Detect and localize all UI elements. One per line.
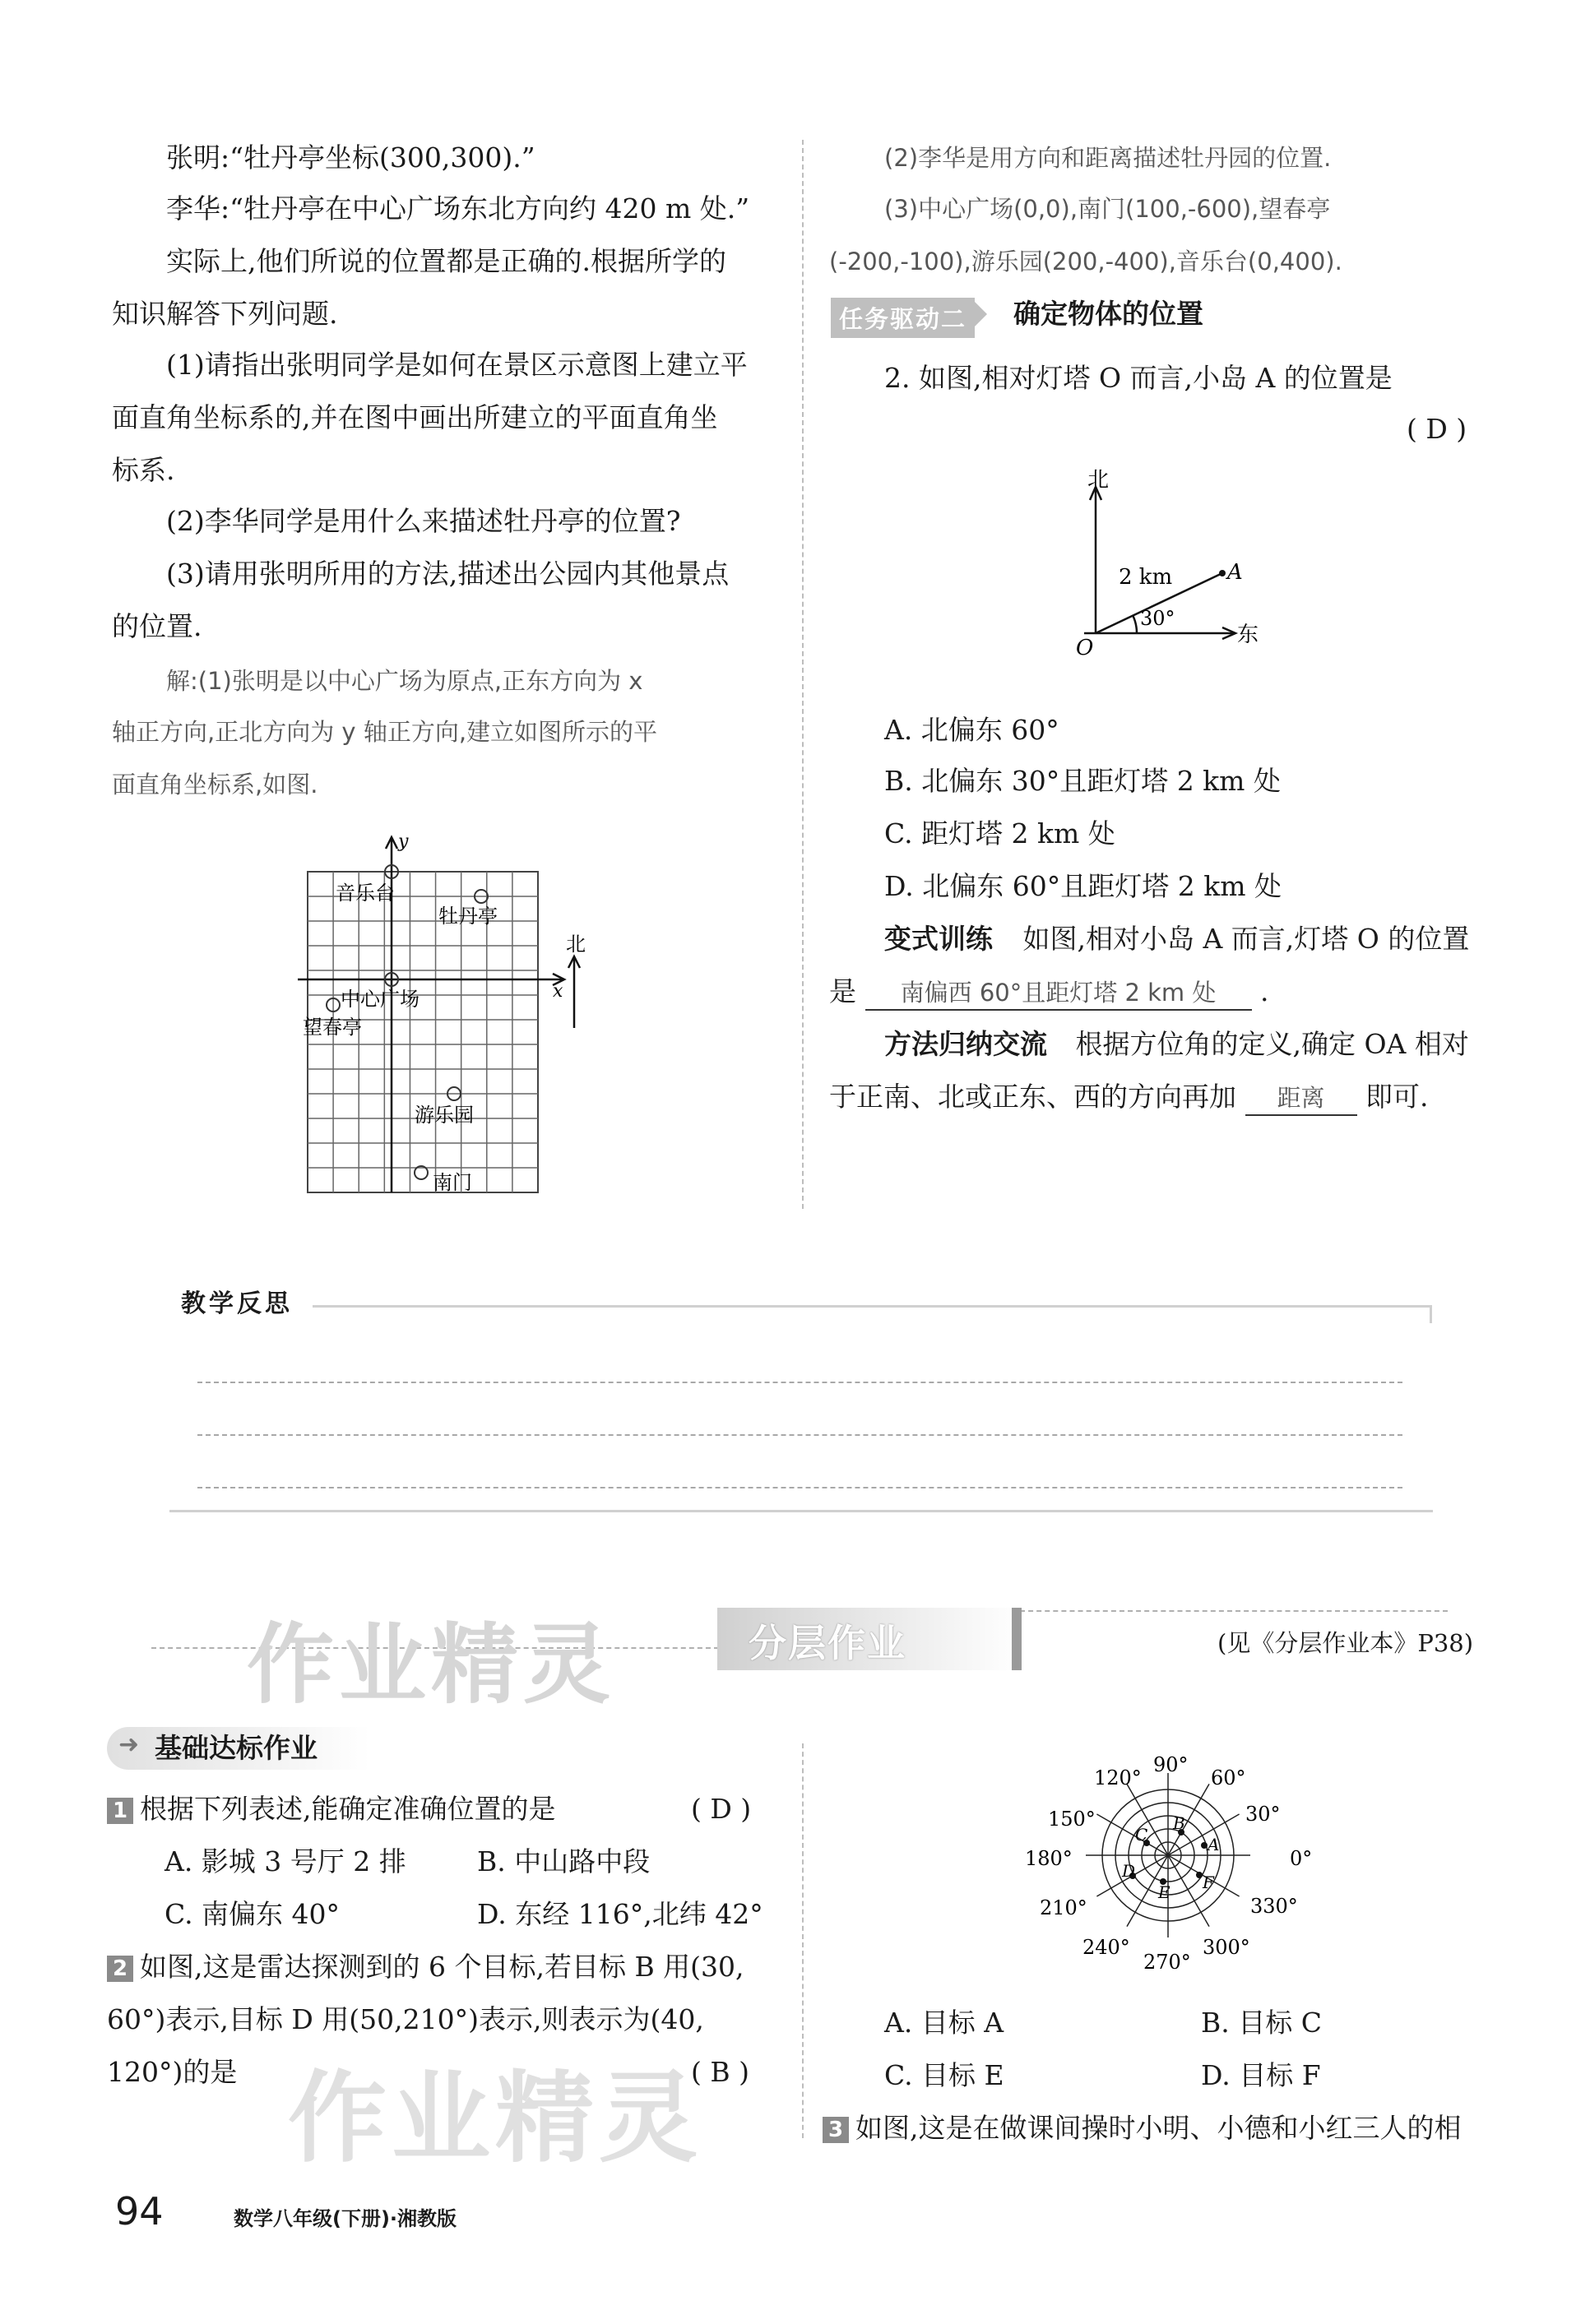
angle-210: 210° bbox=[1040, 1896, 1087, 1919]
hw-q2-option-c: C. 目标 E bbox=[884, 2059, 1004, 2091]
badge-arrow bbox=[974, 301, 987, 327]
east-label: 东 bbox=[1237, 623, 1259, 647]
hw-q1-option-d: D. 东经 116°,北纬 42° bbox=[477, 1898, 763, 1930]
page-number: 94 bbox=[115, 2189, 164, 2234]
question-number: 1 bbox=[107, 1798, 133, 1824]
lighthouse-diagram bbox=[1061, 469, 1291, 683]
angle-0: 0° bbox=[1290, 1847, 1313, 1870]
homework-reference: (见《分层作业本》P38) bbox=[1217, 1629, 1474, 1657]
question-number: 2 bbox=[107, 1956, 133, 1982]
method-text: 根据方位角的定义,确定 OA 相对 bbox=[1075, 1028, 1469, 1060]
angle-120: 120° bbox=[1094, 1766, 1142, 1789]
q2-answer: ( D ) bbox=[1407, 413, 1467, 445]
method-text-2a: 于正南、北或正东、西的方向再加 bbox=[829, 1081, 1236, 1113]
banner-end-bar bbox=[1012, 1608, 1022, 1670]
hw-q2-option-a: A. 目标 A bbox=[884, 2007, 1004, 2039]
text-line: (1)请指出张明同学是如何在景区示意图上建立平 bbox=[166, 349, 748, 381]
watermark: 作业精灵 bbox=[288, 2062, 702, 2176]
target-e: E bbox=[1158, 1882, 1170, 1902]
angle-150: 150° bbox=[1048, 1808, 1096, 1831]
reflection-title: 教学反思 bbox=[181, 1289, 293, 1318]
text-line: (3)请用张明所用的方法,描述出公园内其他景点 bbox=[166, 558, 730, 590]
reflection-line bbox=[197, 1382, 1402, 1383]
target-f: F bbox=[1203, 1873, 1214, 1892]
text-line: 知识解答下列问题. bbox=[112, 298, 338, 330]
reflection-bottom-rule bbox=[169, 1510, 1433, 1512]
banner-title: 分层作业 bbox=[749, 1621, 906, 1665]
variant-answer-line bbox=[829, 975, 1269, 1011]
question-number: 3 bbox=[823, 2117, 849, 2143]
text-line: 标系. bbox=[112, 454, 175, 486]
solution-line: (2)李华是用方向和距离描述牡丹园的位置. bbox=[884, 144, 1332, 172]
coordinate-grid-diagram bbox=[288, 831, 600, 1209]
angle-90: 90° bbox=[1153, 1753, 1189, 1776]
solution-line: 面直角坐标系,如图. bbox=[112, 771, 318, 799]
method-title: 方法归纳交流 bbox=[884, 1028, 1047, 1060]
task-title: 确定物体的位置 bbox=[1013, 298, 1203, 330]
hw-q3-text: 如图,这是在做课间操时小明、小德和小红三人的相 bbox=[855, 2112, 1462, 2144]
variant-title: 变式训练 bbox=[884, 923, 993, 955]
option-b: B. 北偏东 30°且距灯塔 2 km 处 bbox=[884, 765, 1281, 797]
target-d: D bbox=[1122, 1861, 1136, 1881]
radar-diagram bbox=[1020, 1735, 1316, 1982]
hw-question-2 bbox=[107, 1951, 744, 1984]
amusement-park-label: 游乐园 bbox=[415, 1104, 474, 1127]
variant-text: 如图,相对小岛 A 而言,灯塔 O 的位置 bbox=[1022, 923, 1470, 955]
reflection-line bbox=[197, 1434, 1402, 1436]
distance-label: 2 km bbox=[1119, 565, 1173, 590]
angle-330: 330° bbox=[1250, 1895, 1298, 1918]
solution-line: (-200,-100),游乐园(200,-400),音乐台(0,400). bbox=[829, 248, 1342, 275]
wangchun-pavilion-label: 望春亭 bbox=[303, 1016, 362, 1039]
task-badge: 任务驱动二 bbox=[831, 298, 975, 338]
hw-q2-option-d: D. 目标 F bbox=[1201, 2059, 1321, 2091]
center-square-label: 中心广场 bbox=[341, 988, 420, 1011]
hw-q2-text-c: 120°)的是 bbox=[107, 2056, 238, 2088]
reflection-top-rule bbox=[313, 1305, 1431, 1308]
music-stage-label: 音乐台 bbox=[336, 882, 395, 905]
hw-q1-text: 根据下列表述,能确定准确位置的是 bbox=[140, 1793, 556, 1825]
solution-line: 轴正方向,正北方向为 y 轴正方向,建立如图所示的平 bbox=[112, 718, 658, 746]
angle-30: 30° bbox=[1245, 1803, 1281, 1826]
method-text-2b: 即可. bbox=[1365, 1081, 1429, 1113]
x-axis-label: x bbox=[553, 981, 563, 1002]
angle-180: 180° bbox=[1025, 1847, 1073, 1870]
method-line bbox=[884, 1028, 1469, 1061]
text-line: 实际上,他们所说的位置都是正确的.根据所学的 bbox=[166, 245, 726, 277]
arrow-icon: ➜ bbox=[118, 1730, 140, 1759]
section-title: 基础达标作业 bbox=[155, 1732, 318, 1764]
column-divider bbox=[802, 1743, 804, 2138]
angle-label: 30° bbox=[1140, 607, 1175, 630]
target-a: A bbox=[1208, 1835, 1220, 1854]
y-axis-label: y bbox=[398, 831, 409, 852]
option-c: C. 距灯塔 2 km 处 bbox=[884, 817, 1115, 850]
hw-question-1 bbox=[107, 1793, 556, 1826]
south-gate-label: 南门 bbox=[433, 1171, 472, 1194]
text-line: 李华:“牡丹亭在中心广场东北方向约 420 m 处.” bbox=[166, 192, 750, 225]
hw-q2-option-b: B. 目标 C bbox=[1201, 2007, 1322, 2039]
variant-answer: 南偏西 60°且距灯塔 2 km 处 bbox=[865, 976, 1252, 1011]
target-c: C bbox=[1135, 1825, 1148, 1845]
banner-right-rule bbox=[1020, 1610, 1448, 1612]
north-label: 北 bbox=[1087, 469, 1110, 493]
option-d: D. 北偏东 60°且距灯塔 2 km 处 bbox=[884, 870, 1282, 902]
angle-270: 270° bbox=[1143, 1951, 1191, 1974]
question-2: 2. 如图,相对灯塔 O 而言,小岛 A 的位置是 bbox=[884, 362, 1393, 394]
book-title: 数学八年级(下册)·湘教版 bbox=[234, 2207, 457, 2230]
text-line: (2)李华同学是用什么来描述牡丹亭的位置? bbox=[166, 505, 681, 537]
option-a: A. 北偏东 60° bbox=[884, 714, 1059, 746]
variant-end: . bbox=[1260, 975, 1269, 1007]
radar-spoke bbox=[1096, 1814, 1168, 1855]
angle-60: 60° bbox=[1211, 1766, 1246, 1789]
hw-q1-option-a: A. 影城 3 号厅 2 排 bbox=[165, 1845, 406, 1877]
hw-q1-option-c: C. 南偏东 40° bbox=[165, 1898, 341, 1930]
hw-question-3 bbox=[823, 2112, 1462, 2145]
text-line: 面直角坐标系的,并在图中画出所建立的平面直角坐 bbox=[112, 401, 718, 433]
peony-pavilion-label: 牡丹亭 bbox=[438, 905, 498, 928]
text-line: 的位置. bbox=[112, 610, 202, 642]
solution-line: (3)中心广场(0,0),南门(100,-600),望春亭 bbox=[884, 195, 1331, 223]
hw-q2-text-a: 如图,这是雷达探测到的 6 个目标,若目标 B 用(30, bbox=[140, 1951, 744, 1983]
hw-q1-answer: ( D ) bbox=[691, 1793, 752, 1825]
angle-300: 300° bbox=[1203, 1936, 1250, 1959]
text-line: 张明:“牡丹亭坐标(300,300).” bbox=[166, 141, 535, 174]
target-b: B bbox=[1173, 1813, 1185, 1833]
watermark: 作业精灵 bbox=[247, 1614, 615, 1715]
variant-line bbox=[884, 923, 1469, 956]
point-label: A bbox=[1227, 560, 1243, 585]
reflection-line bbox=[197, 1487, 1402, 1488]
column-divider bbox=[802, 140, 804, 1209]
variant-is: 是 bbox=[829, 975, 856, 1007]
reflection-corner bbox=[1430, 1305, 1432, 1323]
method-answer: 距离 bbox=[1245, 1081, 1357, 1116]
hw-q2-text-b: 60°)表示,目标 D 用(50,210°)表示,则表示为(40, bbox=[107, 2003, 704, 2035]
origin-label: O bbox=[1076, 636, 1094, 660]
island-point bbox=[1219, 570, 1226, 576]
north-label: 北 bbox=[566, 933, 586, 956]
hw-q2-answer: ( B ) bbox=[691, 2056, 749, 2088]
angle-240: 240° bbox=[1082, 1936, 1130, 1959]
hw-q1-option-b: B. 中山路中段 bbox=[477, 1845, 651, 1877]
solution-line: 解:(1)张明是以中心广场为原点,正东方向为 x bbox=[166, 667, 643, 695]
method-answer-line bbox=[829, 1081, 1429, 1116]
